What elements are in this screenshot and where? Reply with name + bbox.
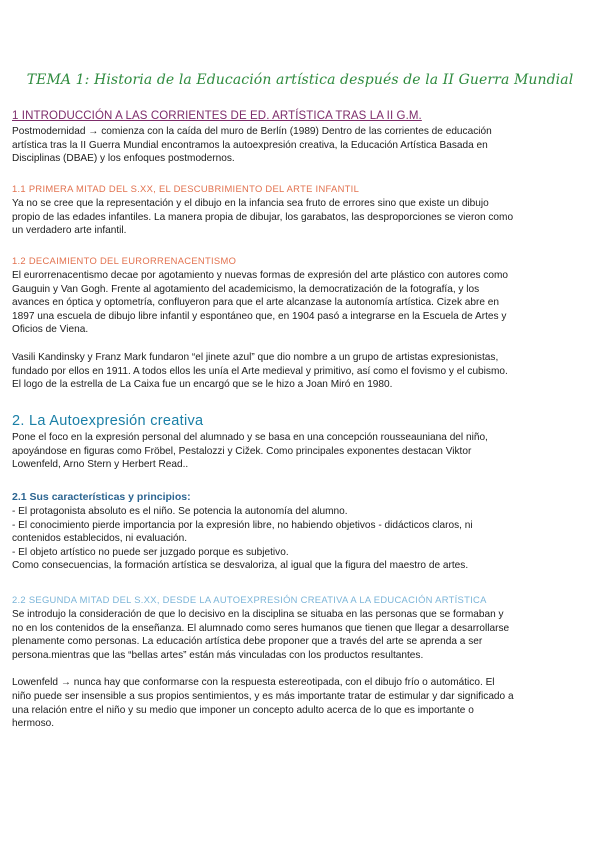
text-line: apoyándose en figuras como Fröbel, Pestalozzi y Cižek. Como principales exponentes destacan Viktor — [12, 445, 472, 457]
text-line: - El objeto artístico no puede ser juzgado porque es subjetivo. — [12, 546, 289, 558]
text-line: - El conocimiento pierde importancia por la expresión libre, no habiendo objetivos - didácticos claros, ni — [12, 519, 473, 531]
text-line: Oficios de Viena. — [12, 324, 89, 336]
page-title: TEMA 1: Historia de la Educación artística después de la II Guerra Mundial — [26, 72, 574, 88]
subsection-heading: 2.2 SEGUNDA MITAD DEL S.XX, DESDE LA AUTOEXPRESIÓN CREATIVA A LA EDUCACIÓN ARTÍSTICA — [12, 594, 487, 605]
subsection-heading: 2.1 Sus características y principios: — [12, 491, 191, 503]
text-line: niño puede ser insensible a sus propios sentimientos, y es más importante tratar de estimular y dar significado a — [12, 690, 514, 702]
text-line: Postmodernidad → comienza con la caída del muro de Berlín (1989) Dentro de las corrientes de educación — [12, 126, 492, 137]
text-line: persona.mientras que las “bellas artes” están más vinculadas con los productos resultantes. — [12, 649, 424, 661]
text-line: Como consecuencias, la formación artística se desvaloriza, al igual que la figura del maestro de artes. — [12, 560, 469, 572]
section-2 — [12, 413, 586, 472]
text-line: un verdadero arte infantil. — [12, 225, 127, 237]
text-line: Se introdujo la consideración de que lo decisivo en la disciplina se situaba en las personas que se formaban y — [12, 609, 504, 620]
section-1-1 — [12, 183, 586, 238]
text-line: El logo de la estrella de La Caixa fue un encargó que se le hizo a Joan Miró en 1980. — [12, 379, 393, 391]
text-line: propio de las edades infantiles. La manera propia de dibujar, los garabatos, las desproporciones se vieron como — [12, 211, 514, 223]
text-line: Ya no se cree que la representación y el dibujo en la infancia sea fruto de errores sino que existe un dibujo — [12, 198, 489, 209]
subsection-heading: 1.2 DECAIMIENTO DEL EURORRENACENTISMO — [12, 255, 237, 266]
text-line: 1897 una escuela de dibujo libre infantil y espontáneo que, en 1904 pasó a integrarse en la Escuela de Artes y — [12, 310, 507, 322]
section-1-2 — [12, 255, 586, 392]
text-line: Gauguin y Van Gogh. Frente al agotamiento del academicismo, la democratización de la fotografía, y los — [12, 283, 480, 295]
text-line: hermoso. — [12, 718, 55, 730]
subsection-heading: 1.1 PRIMERA MITAD DEL S.XX, EL DESCUBRIMIENTO DEL ARTE INFANTIL — [12, 183, 360, 194]
text-line: no en los contenidos de la enseñanza. El alumnado como seres humanos que tienen que llegar a desarrollarse — [12, 622, 510, 634]
text-line: Vasili Kandinsky y Franz Mark fundaron “el jinete azul” que dio nombre a un grupo de artistas expresionistas, — [12, 351, 499, 363]
text-line: avances en óptica y optometría, confluyeron para que el arte alcanzase la autonomía artística. Cizek abre en — [12, 297, 500, 309]
section-heading: 2. La Autoexpresión creativa — [12, 413, 204, 429]
text-line: Lowenfeld → nunca hay que conformarse con la respuesta estereotipada, con el dibujo frío o automático. El — [12, 677, 495, 689]
text-line: Disciplinas (DBAE) y los enfoques postmodernos. — [12, 153, 235, 165]
text-line: - El protagonista absoluto es el niño. Se potencia la autonomía del alumno. — [12, 506, 348, 517]
text-line: contenidos establecidos, ni evaluación. — [12, 533, 188, 545]
text-line: Pone el foco en la expresión personal del alumnado y se basa en una concepción rousseauniana del niño, — [12, 432, 488, 443]
text-line: Lowenfeld, Arno Stern y Herbert Read.. — [12, 459, 189, 471]
text-line: plenamente como personas. La educación artística debe proponer que a través del arte se aprenda a ser — [12, 636, 483, 648]
text-line: El eurorrenacentismo decae por agotamiento y nuevas formas de expresión del arte plástico con autores como — [12, 270, 508, 281]
text-line: artística tras la II Guerra Mundial encontramos la autoexpresión creativa, la Educación Artística Basada en — [12, 139, 488, 151]
text-line: una relación entre el niño y su medio que imponer un concepto adulto acerca de lo que es importante o — [12, 704, 474, 716]
section-intro — [12, 110, 586, 166]
section-heading: 1 INTRODUCCIÓN A LAS CORRIENTES DE ED. ARTÍSTICA TRAS LA II G.M. — [12, 110, 422, 122]
section-2-2 — [12, 594, 586, 731]
section-2-1 — [12, 491, 586, 573]
text-line: fundado por ellos en 1911. A todos ellos les unía el Arte medieval y primitivo, así como el fovismo y el cubismo. — [12, 365, 508, 377]
